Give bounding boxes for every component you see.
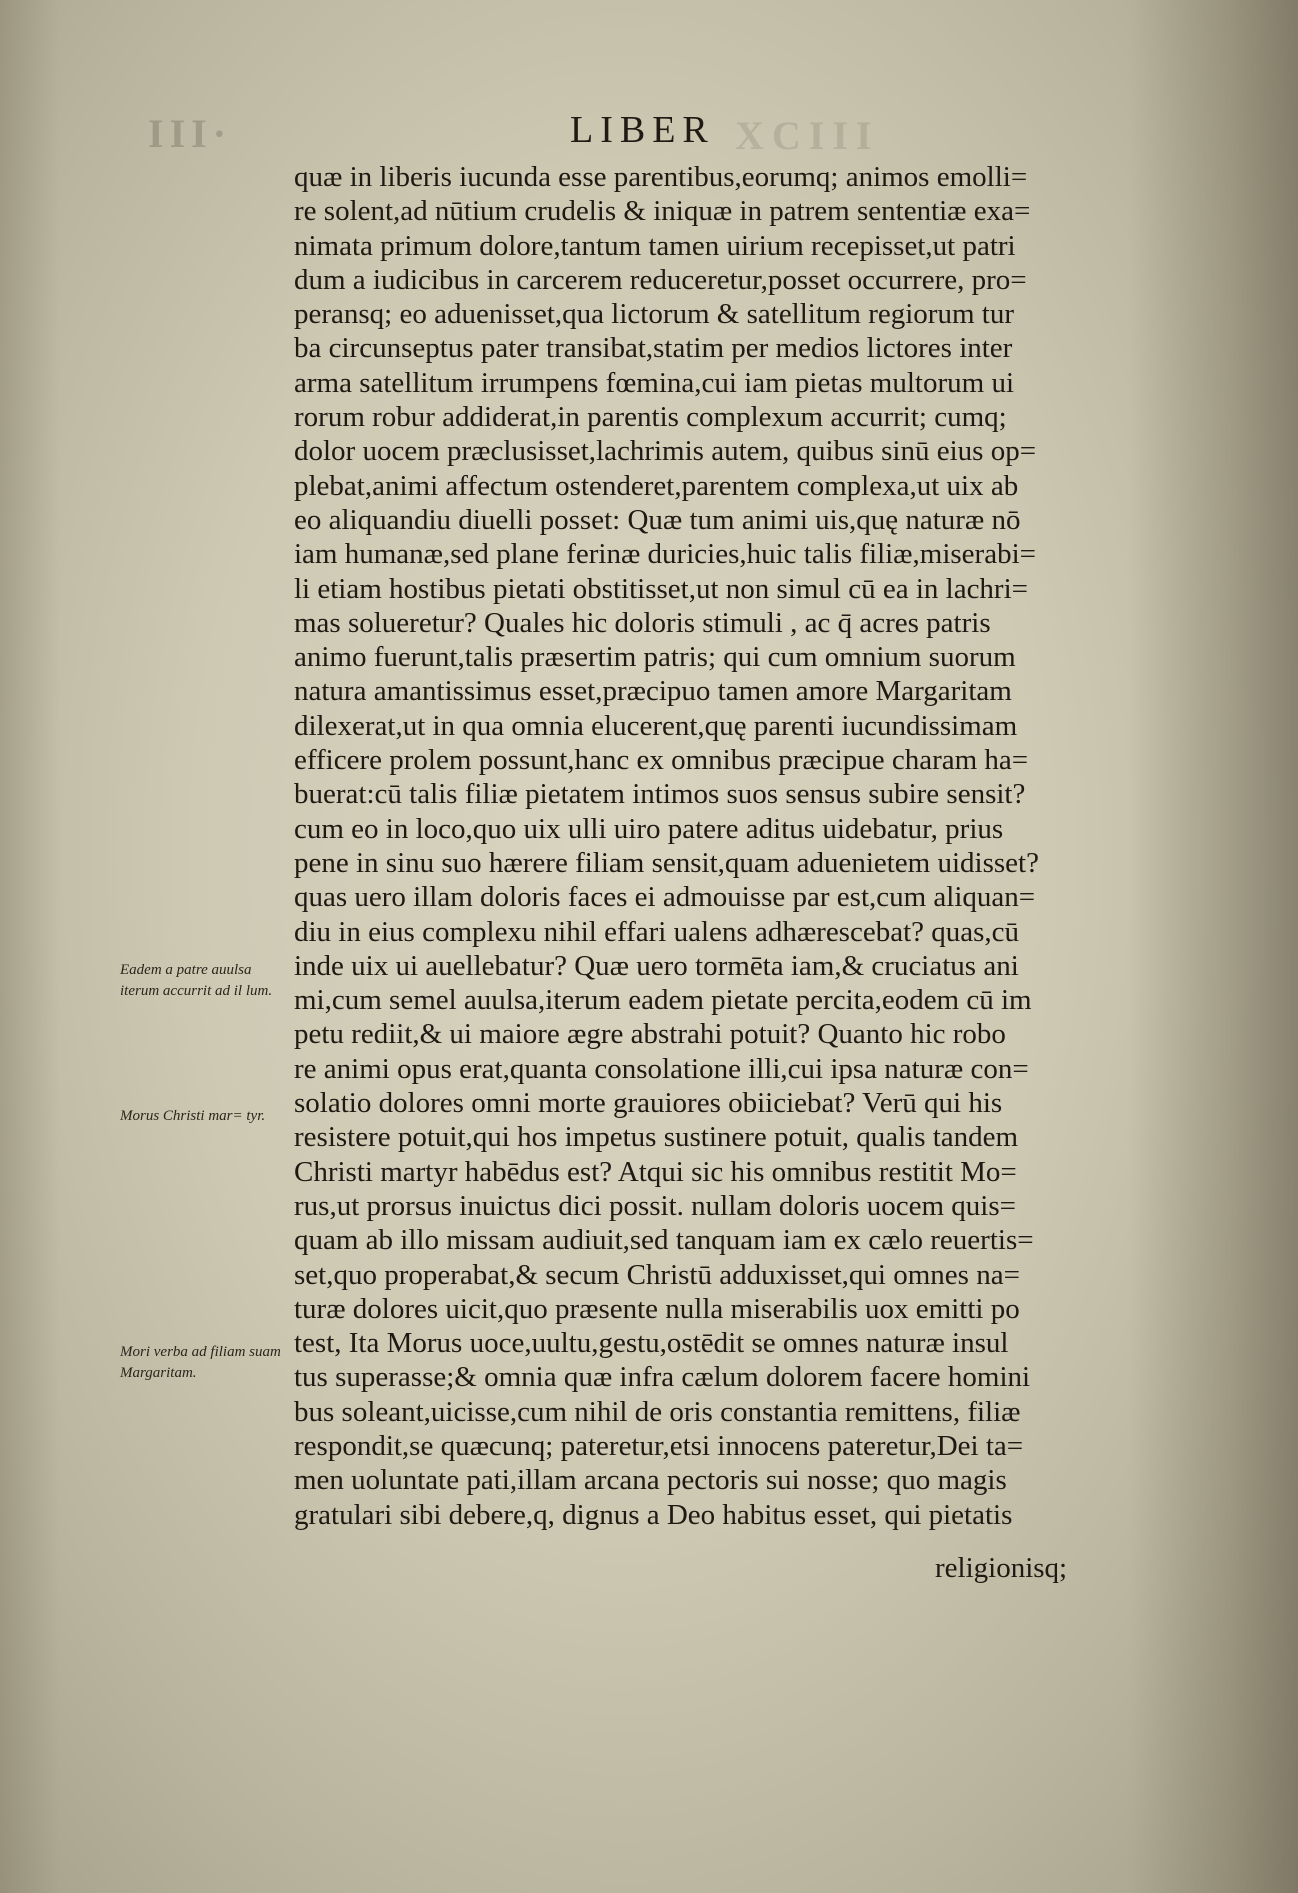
text-line: quæ in liberis iucunda esse parentibus,eorumq; animos emolli=: [294, 161, 1028, 193]
text-line: mi,cum semel auulsa,iterum eadem pietate percita,eodem cū im: [294, 984, 1032, 1017]
gutter-shadow: [0, 0, 60, 1893]
text-line: men uoluntate pati,illam arcana pectoris sui nosse; quo magis: [294, 1464, 1007, 1497]
text-line: turæ dolores uicit,quo præsente nulla miserabilis uox emitti po: [294, 1292, 1020, 1325]
text-line: animo fuerunt,talis præsertim patris; qui cum omnium suorum: [294, 641, 1016, 674]
margin-note: Mori verba ad filiam suam Margaritam.: [120, 1344, 281, 1381]
text-line: arma satellitum irrumpens fœmina,cui iam pietas multorum ui: [294, 366, 1015, 399]
text-line: inde uix ui auellebatur? Quæ uero tormēta iam,& cruciatus ani: [294, 949, 1019, 982]
text-line: gratulari sibi debere,q, dignus a Deo habitus esset, qui pietatis: [294, 1498, 1013, 1531]
text-line: peransq; eo aduenisset,qua lictorum & satellitum regiorum tur: [294, 298, 1014, 331]
text-line: quam ab illo missam audiuit,sed tanquam iam ex cælo reuertis=: [294, 1224, 1034, 1257]
text-line: li etiam hostibus pietati obstitisset,ut non simul cū ea in lachri=: [294, 572, 1029, 605]
text-line: re animi opus erat,quanta consolatione illi,cui ipsa naturæ con=: [294, 1052, 1029, 1085]
text-line: nimata primum dolore,tantum tamen uirium recepisset,ut patri: [294, 229, 1016, 262]
running-title: LIBER: [570, 109, 715, 151]
text-line: dum a iudicibus in carcerem reduceretur,posset occurrere, pro=: [294, 263, 1027, 296]
margin-note: Morus Christi mar= tyr.: [120, 1108, 266, 1124]
text-line: quas uero illam doloris faces ei admouisse par est,cum aliquan=: [294, 881, 1036, 914]
text-line: set,quo properabat,& secum Christū adduxisset,qui omnes na=: [294, 1258, 1020, 1291]
catchword: religionisq;: [935, 1552, 1068, 1584]
show-through-heading: XCIII: [735, 113, 880, 158]
text-line: resistere potuit,qui hos impetus sustinere potuit, qualis tandem: [294, 1121, 1019, 1154]
text-line: pene in sinu suo hærere filiam sensit,quam aduenietem uidisset?: [294, 846, 1039, 879]
text-line: plebat,animi affectum ostenderet,parentem complexa,ut uix ab: [294, 469, 1019, 502]
text-line: petu rediit,& ui maiore ægre abstrahi potuit? Quanto hic robo: [294, 1018, 1006, 1051]
text-line: re solent,ad nūtium crudelis & iniquæ in patrem sententiæ exa=: [294, 195, 1031, 228]
text-line: Christi martyr habēdus est? Atqui sic his omnibus restitit Mo=: [294, 1155, 1017, 1188]
text-line: diu in eius complexu nihil effari ualens adhærescebat? quas,cū: [294, 915, 1020, 948]
main-text-block: [294, 160, 1154, 1532]
text-line: ba circunseptus pater transibat,statim per medios lictores inter: [294, 332, 1013, 365]
show-through-folio: III·: [148, 111, 233, 156]
text-line: dilexerat,ut in qua omnia elucerent,quę parenti iucundissimam: [294, 709, 1018, 742]
text-line: cum eo in loco,quo uix ulli uiro patere aditus uidebatur, prius: [294, 812, 1004, 845]
text-line: dolor uocem præclusisset,lachrimis autem, quibus sinū eius op=: [294, 435, 1037, 468]
text-line: buerat:cū talis filiæ pietatem intimos suos sensus subire sensit?: [294, 778, 1026, 811]
text-line: solatio dolores omni morte grauiores obiiciebat? Verū qui his: [294, 1087, 1003, 1120]
text-line: iam humanæ,sed plane ferinæ duricies,huic talis filiæ,miserabi=: [294, 538, 1036, 571]
text-line: tus superasse;& omnia quæ infra cælum dolorem facere homini: [294, 1361, 1031, 1394]
text-line: rus,ut prorsus inuictus dici possit. nullam doloris uocem quis=: [294, 1189, 1016, 1222]
text-line: rorum robur addiderat,in parentis complexum accurrit; cumq;: [294, 401, 1007, 434]
text-line: natura amantissimus esset,præcipuo tamen amore Margaritam: [294, 675, 1012, 708]
text-line: mas solueretur? Quales hic doloris stimuli , ac q̄ acres patris: [294, 606, 991, 639]
text-line: eo aliquandiu diuelli posset: Quæ tum animi uis,quę naturæ nō: [294, 503, 1021, 536]
text-line: bus soleant,uicisse,cum nihil de oris constantia remittens, filiæ: [294, 1395, 1021, 1428]
text-line: respondit,se quæcunq; pateretur,etsi innocens pateretur,Dei ta=: [294, 1429, 1024, 1462]
text-line: test, Ita Morus uoce,uultu,gestu,ostēdit se omnes naturæ insul: [294, 1327, 1009, 1360]
margin-note: Eadem a patre auulsa iterum accurrit ad il lum.: [120, 962, 273, 999]
text-line: efficere prolem possunt,hanc ex omnibus præcipue charam ha=: [294, 744, 1029, 777]
